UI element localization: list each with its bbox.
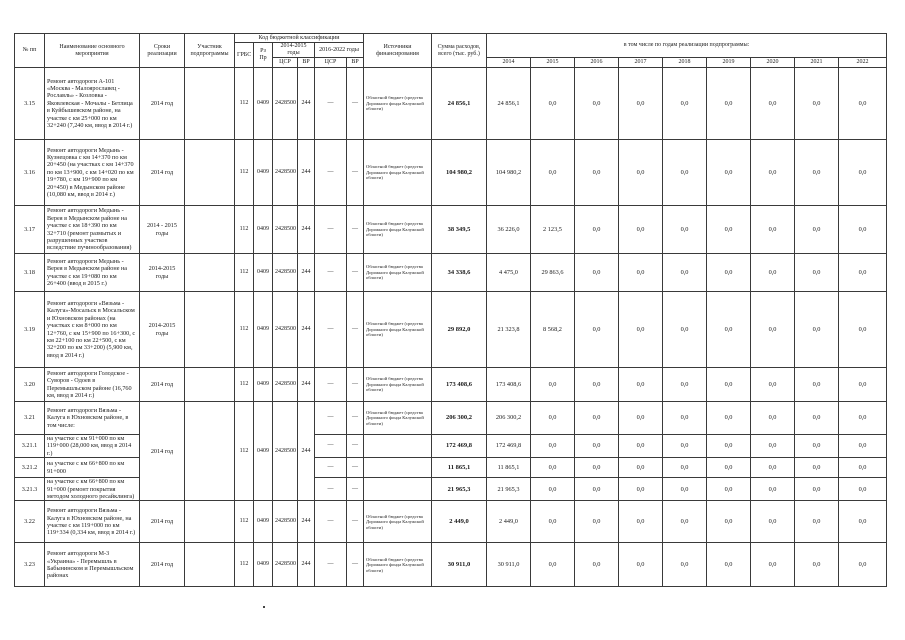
row-number: 3.19 <box>15 292 45 368</box>
row-total: 38 349,5 <box>432 206 487 254</box>
row-year-value: 0,0 <box>751 478 795 501</box>
row-year-value: 0,0 <box>663 458 707 478</box>
header-year: 2017 <box>619 58 663 68</box>
row-year-value: 0,0 <box>531 368 575 402</box>
row-name: Ремонт автодороги Медынь - Верея в Медынском районе на участке с км 18+390 по км 32+710 (ремонт размытых и разрушенных участков вследствие пучинообразования) <box>45 206 140 254</box>
row-vr: 244 <box>298 292 315 368</box>
row-rzpr: 0409 <box>254 543 273 587</box>
row-year-value: 24 856,1 <box>487 68 531 140</box>
row-year-value: 0,0 <box>619 292 663 368</box>
row-year-value: 0,0 <box>795 206 839 254</box>
row-participant <box>185 501 235 543</box>
row-year-value: 0,0 <box>839 68 887 140</box>
row-year-value: 0,0 <box>795 254 839 292</box>
row-year-value: 173 408,6 <box>487 368 531 402</box>
row-year-value: 0,0 <box>531 501 575 543</box>
row-csr-2: — <box>315 292 347 368</box>
row-vr: 244 <box>298 368 315 402</box>
row-rzpr: 0409 <box>254 292 273 368</box>
row-year-value: 0,0 <box>795 435 839 458</box>
table-row <box>15 140 887 206</box>
row-name: на участке с км 91+000 по км 119+000 (28,000 км, ввод в 2014 г.) <box>45 435 140 458</box>
row-source <box>364 458 432 478</box>
row-vr-2: — <box>347 435 364 458</box>
row-year-value: 0,0 <box>663 206 707 254</box>
row-source: Областной бюджет (средства Дорожного фонда Калужской области) <box>364 402 432 435</box>
row-year-value: 0,0 <box>663 435 707 458</box>
row-year-value: 0,0 <box>575 254 619 292</box>
row-vr-2: — <box>347 402 364 435</box>
row-csr: 2428500 <box>273 402 298 501</box>
row-year-value: 0,0 <box>663 402 707 435</box>
row-csr-2: — <box>315 402 347 435</box>
row-total: 24 856,1 <box>432 68 487 140</box>
row-year-value: 0,0 <box>663 501 707 543</box>
row-year-value: 0,0 <box>707 292 751 368</box>
row-year-value: 0,0 <box>795 140 839 206</box>
row-rzpr: 0409 <box>254 254 273 292</box>
row-year-value: 0,0 <box>795 543 839 587</box>
row-year-value: 0,0 <box>531 140 575 206</box>
table-row <box>15 68 887 140</box>
row-year-value: 0,0 <box>575 206 619 254</box>
row-year-value: 0,0 <box>575 68 619 140</box>
row-name: Ремонт автодороги Голодское - Суворов - Одоев в Перемышльском районе (16,760 км, ввод в 2014 г.) <box>45 368 140 402</box>
row-year-value: 0,0 <box>575 501 619 543</box>
row-csr: 2428500 <box>273 501 298 543</box>
row-period: 2014 - 2015 годы <box>140 206 185 254</box>
row-year-value: 0,0 <box>575 435 619 458</box>
header-year: 2015 <box>531 58 575 68</box>
row-number: 3.16 <box>15 140 45 206</box>
row-year-value: 0,0 <box>663 368 707 402</box>
row-year-value: 0,0 <box>619 206 663 254</box>
row-year-value: 29 863,6 <box>531 254 575 292</box>
row-participant <box>185 68 235 140</box>
row-vr: 244 <box>298 68 315 140</box>
row-year-value: 0,0 <box>839 206 887 254</box>
row-number: 3.21 <box>15 402 45 435</box>
row-vr-2: — <box>347 478 364 501</box>
row-csr-2: — <box>315 206 347 254</box>
row-vr: 244 <box>298 501 315 543</box>
row-year-value: 0,0 <box>575 292 619 368</box>
row-grbs: 112 <box>235 68 254 140</box>
row-period: 2014-2015 годы <box>140 292 185 368</box>
row-name: на участке с км 66+800 по км 91+000 <box>45 458 140 478</box>
row-year-value: 2 123,5 <box>531 206 575 254</box>
row-name: Ремонт автодороги Медынь - Верея в Медынском районе на участке с км 19+080 по км 26+400 (ввод в 2015 г.) <box>45 254 140 292</box>
row-year-value: 0,0 <box>531 543 575 587</box>
table-body <box>15 68 887 587</box>
header-year: 2018 <box>663 58 707 68</box>
row-name: Ремонт автодороги Вязьма - Калуга в Юхновском районе, на участке с км 119+000 по км 119+334 (0,334 км, ввод в 2014 г.) <box>45 501 140 543</box>
header-year: 2021 <box>795 58 839 68</box>
row-year-value: 0,0 <box>531 458 575 478</box>
row-year-value: 0,0 <box>663 68 707 140</box>
row-rzpr: 0409 <box>254 68 273 140</box>
row-year-value: 0,0 <box>619 140 663 206</box>
header-num: № пп <box>15 34 45 68</box>
row-source <box>364 478 432 501</box>
row-participant <box>185 206 235 254</box>
row-year-value: 0,0 <box>751 402 795 435</box>
row-vr: 244 <box>298 140 315 206</box>
row-grbs: 112 <box>235 140 254 206</box>
row-vr-2: — <box>347 140 364 206</box>
row-csr-2: — <box>315 543 347 587</box>
row-total: 21 965,3 <box>432 478 487 501</box>
row-year-value: 0,0 <box>575 402 619 435</box>
row-source: Областной бюджет (средства Дорожного фонда Калужской области) <box>364 368 432 402</box>
row-period: 2014 год <box>140 543 185 587</box>
row-source: Областной бюджет (средства Дорожного фонда Калужской области) <box>364 254 432 292</box>
row-year-value: 30 911,0 <box>487 543 531 587</box>
row-year-value: 0,0 <box>619 68 663 140</box>
row-period: 2014 год <box>140 402 185 501</box>
row-participant <box>185 543 235 587</box>
row-year-value: 0,0 <box>751 368 795 402</box>
row-vr-2: — <box>347 543 364 587</box>
row-year-value: 4 475,0 <box>487 254 531 292</box>
row-period: 2014 год <box>140 368 185 402</box>
row-rzpr: 0409 <box>254 402 273 501</box>
row-vr-2: — <box>347 254 364 292</box>
row-year-value: 172 469,8 <box>487 435 531 458</box>
row-year-value: 0,0 <box>619 435 663 458</box>
header-years-b: 2016-2022 годы <box>315 43 364 58</box>
header-vr: ВР <box>298 58 315 68</box>
row-year-value: 0,0 <box>531 68 575 140</box>
header-csr-2: ЦСР <box>315 58 347 68</box>
row-year-value: 8 568,2 <box>531 292 575 368</box>
row-year-value: 0,0 <box>839 543 887 587</box>
table-row <box>15 206 887 254</box>
row-year-value: 0,0 <box>707 140 751 206</box>
row-participant <box>185 368 235 402</box>
row-year-value: 0,0 <box>751 292 795 368</box>
row-name: Ремонт автодороги Вязьма - Калуга в Юхновском районе, в том числе: <box>45 402 140 435</box>
row-year-value: 0,0 <box>839 458 887 478</box>
header-budget-code: Код бюджетной классификации <box>235 34 364 43</box>
row-year-value: 0,0 <box>751 543 795 587</box>
row-year-value: 0,0 <box>707 435 751 458</box>
row-csr: 2428500 <box>273 140 298 206</box>
row-year-value: 0,0 <box>751 254 795 292</box>
row-csr-2: — <box>315 478 347 501</box>
header-rzpr: Рз Пр <box>254 43 273 68</box>
row-year-value: 0,0 <box>663 140 707 206</box>
header-source: Источники финансирования <box>364 34 432 68</box>
row-rzpr: 0409 <box>254 206 273 254</box>
row-year-value: 0,0 <box>751 458 795 478</box>
row-year-value: 0,0 <box>795 458 839 478</box>
header-year: 2014 <box>487 58 531 68</box>
row-year-value: 0,0 <box>839 501 887 543</box>
row-grbs: 112 <box>235 292 254 368</box>
row-grbs: 112 <box>235 402 254 501</box>
row-year-value: 0,0 <box>751 68 795 140</box>
row-year-value: 0,0 <box>619 402 663 435</box>
row-year-value: 0,0 <box>663 254 707 292</box>
row-csr: 2428500 <box>273 68 298 140</box>
row-csr-2: — <box>315 435 347 458</box>
row-year-value: 0,0 <box>839 402 887 435</box>
row-name: Ремонт автодороги М-3 «Украина» - Перемышль в Бабынинском и Перемышльском районах <box>45 543 140 587</box>
header-csr: ЦСР <box>273 58 298 68</box>
row-year-value: 0,0 <box>575 368 619 402</box>
row-year-value: 0,0 <box>531 435 575 458</box>
row-year-value: 0,0 <box>663 543 707 587</box>
row-participant <box>185 402 235 501</box>
row-source: Областной бюджет (средства Дорожного фонда Калужской области) <box>364 206 432 254</box>
table-row <box>15 402 887 435</box>
row-csr-2: — <box>315 68 347 140</box>
row-vr: 244 <box>298 254 315 292</box>
row-vr: 244 <box>298 543 315 587</box>
row-year-value: 0,0 <box>839 478 887 501</box>
row-year-value: 0,0 <box>707 206 751 254</box>
row-year-value: 0,0 <box>575 140 619 206</box>
table-header <box>15 34 887 68</box>
row-year-value: 0,0 <box>707 458 751 478</box>
row-year-value: 0,0 <box>619 543 663 587</box>
row-year-value: 21 323,8 <box>487 292 531 368</box>
row-year-value: 11 865,1 <box>487 458 531 478</box>
row-participant <box>185 292 235 368</box>
row-year-value: 0,0 <box>575 543 619 587</box>
row-year-value: 0,0 <box>619 368 663 402</box>
row-vr-2: — <box>347 501 364 543</box>
row-number: 3.15 <box>15 68 45 140</box>
row-year-value: 0,0 <box>619 458 663 478</box>
row-year-value: 0,0 <box>707 254 751 292</box>
row-number: 3.17 <box>15 206 45 254</box>
row-year-value: 0,0 <box>707 68 751 140</box>
header-total: Сумма расходов, всего (тыс. руб.) <box>432 34 487 68</box>
row-participant <box>185 140 235 206</box>
row-total: 104 980,2 <box>432 140 487 206</box>
row-year-value: 0,0 <box>751 501 795 543</box>
row-csr-2: — <box>315 368 347 402</box>
header-period: Сроки реализации <box>140 34 185 68</box>
row-year-value: 0,0 <box>795 478 839 501</box>
scan-speck <box>263 606 265 608</box>
row-year-value: 0,0 <box>663 292 707 368</box>
row-year-value: 206 300,2 <box>487 402 531 435</box>
table-row <box>15 501 887 543</box>
header-name: Наименование основного мероприятия <box>45 34 140 68</box>
row-year-value: 0,0 <box>531 402 575 435</box>
row-year-value: 0,0 <box>707 402 751 435</box>
row-vr-2: — <box>347 292 364 368</box>
row-grbs: 112 <box>235 206 254 254</box>
table-row <box>15 368 887 402</box>
row-vr-2: — <box>347 458 364 478</box>
row-vr: 244 <box>298 206 315 254</box>
row-csr-2: — <box>315 254 347 292</box>
row-name: Ремонт автодороги Медынь - Кузнецовка с км 14+370 по км 20+450 (на участках с км 14+370 по км 13+900, с км 14+020 по км 19+780, с км 19+900 по км 20+450) в Медынском районе (10,080 км, ввод в 2014 г.) <box>45 140 140 206</box>
row-period: 2014 год <box>140 68 185 140</box>
row-total: 30 911,0 <box>432 543 487 587</box>
row-total: 34 338,6 <box>432 254 487 292</box>
header-year: 2020 <box>751 58 795 68</box>
row-source <box>364 435 432 458</box>
row-period: 2014-2015 годы <box>140 254 185 292</box>
row-vr: 244 <box>298 402 315 501</box>
row-grbs: 112 <box>235 368 254 402</box>
row-year-value: 0,0 <box>839 140 887 206</box>
row-year-value: 0,0 <box>751 206 795 254</box>
row-year-value: 0,0 <box>795 368 839 402</box>
row-csr: 2428500 <box>273 368 298 402</box>
row-year-value: 0,0 <box>707 543 751 587</box>
row-total: 2 449,0 <box>432 501 487 543</box>
row-year-value: 0,0 <box>619 254 663 292</box>
row-year-value: 0,0 <box>619 478 663 501</box>
row-number: 3.20 <box>15 368 45 402</box>
row-year-value: 0,0 <box>839 368 887 402</box>
row-total: 11 865,1 <box>432 458 487 478</box>
row-year-value: 0,0 <box>707 478 751 501</box>
row-participant <box>185 254 235 292</box>
header-year: 2022 <box>839 58 887 68</box>
row-csr: 2428500 <box>273 292 298 368</box>
header-grbs: ГРБС <box>235 43 254 68</box>
budget-table-sheet <box>14 33 887 587</box>
header-years-a: 2014-2015 годы <box>273 43 315 58</box>
row-year-value: 0,0 <box>751 140 795 206</box>
row-rzpr: 0409 <box>254 368 273 402</box>
row-source: Областной бюджет (средства Дорожного фонда Калужской области) <box>364 543 432 587</box>
row-year-value: 0,0 <box>795 501 839 543</box>
row-year-value: 36 226,0 <box>487 206 531 254</box>
row-csr-2: — <box>315 501 347 543</box>
row-year-value: 0,0 <box>707 501 751 543</box>
row-csr-2: — <box>315 458 347 478</box>
row-year-value: 0,0 <box>575 458 619 478</box>
row-total: 173 408,6 <box>432 368 487 402</box>
row-grbs: 112 <box>235 501 254 543</box>
row-year-value: 21 965,3 <box>487 478 531 501</box>
row-source: Областной бюджет (средства Дорожного фонда Калужской области) <box>364 292 432 368</box>
row-grbs: 112 <box>235 254 254 292</box>
row-csr: 2428500 <box>273 206 298 254</box>
row-source: Областной бюджет (средства Дорожного фонда Калужской области) <box>364 140 432 206</box>
row-year-value: 0,0 <box>839 435 887 458</box>
header-year: 2016 <box>575 58 619 68</box>
row-vr-2: — <box>347 68 364 140</box>
road-repair-budget-table <box>14 33 887 587</box>
row-year-value: 0,0 <box>619 501 663 543</box>
row-number: 3.23 <box>15 543 45 587</box>
row-name: Ремонт автодороги А-101 «Москва - Малоярославец - Рославль» - Козловка - Яковлевская - Мочалы - Бетлица в Куйбышевском районе, на участке с км 25+000 по км 32+240 (7,240 км, ввод в 2014 г.) <box>45 68 140 140</box>
row-year-value: 0,0 <box>795 402 839 435</box>
row-name: Ремонт автодороги «Вязьма - Калуга»-Мосальск в Мосальском и Юхновском районах (на участках с км 8+000 по км 12+760, с км 15+900 по 16+300, с км 22+100 по км 22+500, с км 32+200 по км 33+200) (5,900 км, ввод в 2014 г.) <box>45 292 140 368</box>
table-row <box>15 543 887 587</box>
row-grbs: 112 <box>235 543 254 587</box>
row-year-value: 0,0 <box>795 68 839 140</box>
row-source: Областной бюджет (средства Дорожного фонда Калужской области) <box>364 68 432 140</box>
row-year-value: 0,0 <box>575 478 619 501</box>
row-period: 2014 год <box>140 501 185 543</box>
row-year-value: 0,0 <box>839 254 887 292</box>
row-csr: 2428500 <box>273 254 298 292</box>
row-year-value: 0,0 <box>663 478 707 501</box>
row-number: 3.21.1 <box>15 435 45 458</box>
header-vr-2: ВР <box>347 58 364 68</box>
row-number: 3.22 <box>15 501 45 543</box>
row-year-value: 0,0 <box>531 478 575 501</box>
row-number: 3.18 <box>15 254 45 292</box>
row-vr-2: — <box>347 368 364 402</box>
row-csr-2: — <box>315 140 347 206</box>
row-rzpr: 0409 <box>254 140 273 206</box>
row-rzpr: 0409 <box>254 501 273 543</box>
row-total: 29 892,0 <box>432 292 487 368</box>
row-year-value: 0,0 <box>707 368 751 402</box>
row-year-value: 2 449,0 <box>487 501 531 543</box>
row-period: 2014 год <box>140 140 185 206</box>
row-source: Областной бюджет (средства Дорожного фонда Калужской области) <box>364 501 432 543</box>
header-by-years: в том числе по годам реализации подпрограммы: <box>487 34 887 58</box>
row-vr-2: — <box>347 206 364 254</box>
table-row <box>15 254 887 292</box>
table-row <box>15 292 887 368</box>
header-participants: Участник подпрограммы <box>185 34 235 68</box>
row-total: 172 469,8 <box>432 435 487 458</box>
row-number: 3.21.2 <box>15 458 45 478</box>
row-year-value: 0,0 <box>795 292 839 368</box>
header-year: 2019 <box>707 58 751 68</box>
row-total: 206 300,2 <box>432 402 487 435</box>
row-year-value: 0,0 <box>839 292 887 368</box>
row-year-value: 104 980,2 <box>487 140 531 206</box>
row-name: на участке с км 66+800 по км 91+000 (ремонт покрытия методом холодного ресайклинга) <box>45 478 140 501</box>
row-year-value: 0,0 <box>751 435 795 458</box>
row-csr: 2428500 <box>273 543 298 587</box>
row-number: 3.21.3 <box>15 478 45 501</box>
